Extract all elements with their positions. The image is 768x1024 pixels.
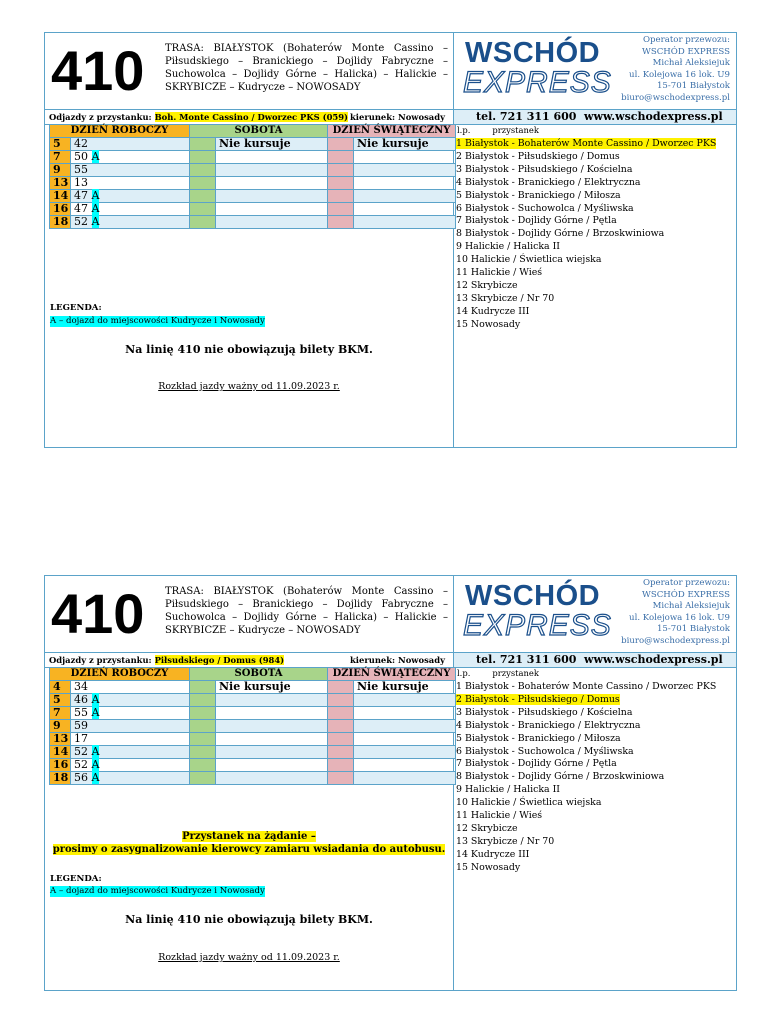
operator-name: WSCHÓD EXPRESS [642,589,730,600]
validity-text: Rozkład jazdy ważny od 11.09.2023 r. [158,952,340,963]
minute-value: 46 [74,693,88,706]
operator-street: ul. Kolejowa 16 lok. U9 [629,612,730,623]
holiday-hour-cell [328,151,354,164]
stop-list [456,138,716,332]
departures-from [49,111,348,123]
request-stop-line-2: prosimy o zasygnalizowanie kierowcy zamiaru wsiadania do autobusu. [52,844,446,855]
list-item [456,177,716,190]
holiday-minute-cell [354,707,456,720]
route-number: 410 [51,39,145,102]
holiday-hour-cell [328,733,354,746]
minute-cell [71,720,190,733]
operator-city: 15-701 Białystok [656,81,730,92]
list-item [456,836,716,849]
holiday-minute-cell [354,151,456,164]
timetable-grid [49,667,456,785]
saturday-hour-cell [190,138,216,151]
request-stop-notice [45,830,453,856]
stop-name: 11 Halickie / Wieś [456,810,543,822]
hour-cell: 16 [50,759,71,772]
list-item [456,810,716,823]
stop-name: 15 Nowosady [456,861,521,873]
holiday-minute-cell [354,772,456,785]
operator-person: Michał Aleksiejuk [652,58,730,69]
holiday-minute-cell [354,733,456,746]
footnote-a-mark: A [91,745,100,758]
stops-header-lp: l.p. [457,668,471,678]
holiday-minute-cell [354,177,456,190]
stop-name: 8 Białystok - Dojlidy Górne / Brzoskwiniowa [456,771,665,783]
departures-label: Odjazdy z przystanku: [49,112,152,122]
list-item [456,228,716,241]
hour-cell: 16 [50,203,71,216]
minute-value: 17 [74,732,88,745]
operator-label: Operator przewozu: [642,35,730,45]
list-item [456,164,716,177]
footnote-a-mark: A [91,189,100,202]
minute-value: 47 [74,202,88,215]
footnote-a-mark: A [91,202,100,215]
minute-value: 47 [74,189,88,202]
table-row [50,151,456,164]
operator-email[interactable]: biuro@wschodexpress.pl [621,92,730,103]
contact-bar [454,653,736,667]
logo-text-wschod: WSCHÓD [465,37,601,69]
list-item [456,293,716,306]
holiday-hour-cell [328,203,354,216]
stops-header [457,124,539,136]
table-row [50,681,456,694]
saturday-minute-cell [216,151,328,164]
stop-name: 3 Białystok - Piłsudskiego / Kościelna [456,706,633,718]
footnote-a-mark: A [91,693,100,706]
holiday-hour-cell [328,164,354,177]
list-item [456,849,716,862]
saturday-hour-cell [190,707,216,720]
stop-name: 9 Halickie / Halicka II [456,784,560,796]
holiday-minute-cell [354,216,456,229]
hour-cell: 9 [50,164,71,177]
saturday-minute-cell [216,746,328,759]
stop-list [456,681,716,875]
hour-cell: 18 [50,216,71,229]
saturday-minute-cell [216,759,328,772]
header-weekday: DZIEŃ ROBOCZY [50,668,190,681]
stop-name: 14 Kudrycze III [456,305,530,317]
website-link[interactable]: www.wschodexpress.pl [584,653,723,666]
list-item [456,151,716,164]
hour-cell: 13 [50,733,71,746]
list-item [456,720,716,733]
list-item [456,280,716,293]
legend-title: LEGENDA: [50,874,102,884]
table-row [50,216,456,229]
saturday-hour-cell [190,759,216,772]
minute-cell [71,681,190,694]
company-logo [463,37,612,106]
holiday-no-service: Nie kursuje [354,681,456,694]
table-row [50,177,456,190]
holiday-hour-cell [328,772,354,785]
holiday-minute-cell [354,164,456,177]
footnote-a-mark: A [91,215,100,228]
list-item [456,138,716,151]
saturday-no-service: Nie kursuje [216,681,328,694]
bkm-notice: Na linię 410 nie obowiązują bilety BKM. [125,913,373,926]
hour-cell: 7 [50,707,71,720]
holiday-minute-cell [354,746,456,759]
minute-cell [71,746,190,759]
stop-name: 10 Halickie / Świetlica wiejska [456,254,602,266]
list-item [456,267,716,280]
phone-number[interactable]: tel. 721 311 600 [476,110,577,123]
operator-person: Michał Aleksiejuk [652,601,730,612]
holiday-hour-cell [328,720,354,733]
website-link[interactable]: www.wschodexpress.pl [584,110,723,123]
saturday-minute-cell [216,216,328,229]
table-row [50,164,456,177]
hour-cell: 18 [50,772,71,785]
stop-name: 2 Białystok - Piłsudskiego / Domus [456,693,620,705]
phone-number[interactable]: tel. 721 311 600 [476,653,577,666]
holiday-minute-cell [354,720,456,733]
saturday-minute-cell [216,694,328,707]
validity-notice [45,952,453,963]
minute-cell [71,203,190,216]
saturday-hour-cell [190,216,216,229]
list-item [456,681,716,694]
table-row [50,707,456,720]
list-item [456,771,716,784]
holiday-minute-cell [354,694,456,707]
minute-cell [71,138,190,151]
validity-text: Rozkład jazdy ważny od 11.09.2023 r. [158,381,340,392]
hour-cell: 4 [50,681,71,694]
minute-value: 13 [74,176,88,189]
direction: kierunek: Nowosady [350,112,445,122]
route-number: 410 [51,582,145,645]
stop-name: 6 Białystok - Suchowolca / Myśliwska [456,202,634,214]
minute-cell [71,190,190,203]
stop-name: 7 Białystok - Dojlidy Górne / Pętla [456,215,617,227]
departures-label: Odjazdy z przystanku: [49,655,152,665]
contact-bar [454,110,736,124]
footnote-a-mark: A [91,771,100,784]
holiday-hour-cell [328,190,354,203]
saturday-minute-cell [216,707,328,720]
holiday-hour-cell [328,216,354,229]
minute-value: 34 [74,680,88,693]
minute-cell [71,707,190,720]
saturday-minute-cell [216,772,328,785]
footnote-a-mark: A [91,150,100,163]
hour-cell: 14 [50,746,71,759]
saturday-minute-cell [216,720,328,733]
company-logo [463,580,612,649]
stop-name: 15 Nowosady [456,318,521,330]
header-saturday: SOBOTA [190,125,328,138]
hour-cell: 7 [50,151,71,164]
stop-name: 1 Białystok - Bohaterów Monte Cassino / Dworzec PKS [456,138,717,149]
list-item [456,215,716,228]
list-item [456,190,716,203]
header-holiday: DZIEŃ ŚWIĄTECZNY [328,125,456,138]
saturday-no-service: Nie kursuje [216,138,328,151]
legend-text: A – dojazd do miejscowości Kudrycze i Nowosady [50,316,265,326]
saturday-hour-cell [190,733,216,746]
operator-info [600,578,730,648]
holiday-minute-cell [354,190,456,203]
minute-value: 52 [74,758,88,771]
table-row [50,694,456,707]
stop-name: 10 Halickie / Świetlica wiejska [456,797,602,809]
table-row [50,746,456,759]
table-row [50,759,456,772]
list-item [456,823,716,836]
stop-name: 12 Skrybicze [456,279,518,291]
legend-title: LEGENDA: [50,303,102,313]
saturday-minute-cell [216,177,328,190]
holiday-hour-cell [328,177,354,190]
list-item [456,241,716,254]
stop-name: 6 Białystok - Suchowolca / Myśliwska [456,745,634,757]
list-item [456,746,716,759]
stop-name: 4 Białystok - Branickiego / Elektryczna [456,176,641,188]
operator-city: 15-701 Białystok [656,624,730,635]
stop-name: 5 Białystok - Branickiego / Miłosza [456,189,621,201]
saturday-hour-cell [190,746,216,759]
stop-name: 13 Skrybicze / Nr 70 [456,292,555,304]
saturday-hour-cell [190,177,216,190]
minute-value: 50 [74,150,88,163]
minute-cell [71,694,190,707]
saturday-hour-cell [190,190,216,203]
header-weekday: DZIEŃ ROBOCZY [50,125,190,138]
holiday-minute-cell [354,759,456,772]
stop-name: 13 Skrybicze / Nr 70 [456,835,555,847]
departure-info-row [45,652,736,668]
logo-text-express: EXPRESS [463,66,612,99]
stop-name: 8 Białystok - Dojlidy Górne / Brzoskwiniowa [456,228,665,240]
route-description: TRASA: BIAŁYSTOK (Bohaterów Monte Cassino – Piłsudskiego – Branickiego – Dojlidy Fabryczne – Suchowolca – Dojlidy Górne – Halicka) – Halickie – SKRYBICZE – Kudrycze – NOWOSADY [165,586,448,636]
route-description: TRASA: BIAŁYSTOK (Bohaterów Monte Cassino – Piłsudskiego – Branickiego – Dojlidy Fabryczne – Suchowolca – Dojlidy Górne – Halicka) – Halickie – SKRYBICZE – Kudrycze – NOWOSADY [165,43,448,93]
minute-value: 52 [74,745,88,758]
operator-label: Operator przewozu: [642,578,730,588]
table-row [50,190,456,203]
holiday-hour-cell [328,681,354,694]
operator-name: WSCHÓD EXPRESS [642,46,730,57]
footnote-a-mark: A [91,706,100,719]
direction: kierunek: Nowosady [350,655,445,665]
list-item [456,784,716,797]
saturday-hour-cell [190,694,216,707]
stop-name: 5 Białystok - Branickiego / Miłosza [456,732,621,744]
minute-value: 55 [74,163,88,176]
legend-text: A – dojazd do miejscowości Kudrycze i Nowosady [50,886,265,896]
list-item [456,694,716,707]
stop-name: 14 Kudrycze III [456,848,530,860]
bkm-notice: Na linię 410 nie obowiązują bilety BKM. [125,343,373,356]
stop-name: 12 Skrybicze [456,822,518,834]
stops-header-stop: przystanek [492,125,539,135]
minute-cell [71,164,190,177]
stop-name: 3 Białystok - Piłsudskiego / Kościelna [456,163,633,175]
saturday-minute-cell [216,190,328,203]
list-item [456,758,716,771]
hour-cell: 5 [50,694,71,707]
hour-cell: 5 [50,138,71,151]
current-stop-name: Boh. Monte Cassino / Dworzec PKS (059) [154,112,349,122]
minute-cell [71,151,190,164]
saturday-hour-cell [190,203,216,216]
departure-info-row [45,109,736,125]
timetable-card-2 [44,575,737,991]
hour-cell: 9 [50,720,71,733]
holiday-no-service: Nie kursuje [354,138,456,151]
request-stop-line-1: Przystanek na żądanie – [182,831,316,842]
table-row [50,138,456,151]
minute-cell [71,733,190,746]
holiday-hour-cell [328,759,354,772]
validity-notice [45,381,453,392]
minute-value: 52 [74,215,88,228]
list-item [456,203,716,216]
departures-from [49,654,284,666]
hour-cell: 13 [50,177,71,190]
minute-value: 42 [74,137,88,150]
list-item [456,707,716,720]
holiday-hour-cell [328,707,354,720]
timetable-grid [49,124,456,229]
stop-name: 1 Białystok - Bohaterów Monte Cassino / Dworzec PKS [456,681,717,692]
logo-text-wschod: WSCHÓD [465,580,601,612]
saturday-hour-cell [190,772,216,785]
table-row [50,772,456,785]
stops-header [457,667,539,679]
holiday-hour-cell [328,138,354,151]
saturday-hour-cell [190,164,216,177]
hour-cell: 14 [50,190,71,203]
list-item [456,319,716,332]
list-item [456,306,716,319]
holiday-hour-cell [328,746,354,759]
list-item [456,254,716,267]
card-header [45,33,736,109]
minute-value: 55 [74,706,88,719]
saturday-minute-cell [216,733,328,746]
holiday-minute-cell [354,203,456,216]
minute-cell [71,177,190,190]
stop-name: 9 Halickie / Halicka II [456,241,560,253]
stops-header-stop: przystanek [492,668,539,678]
stops-header-lp: l.p. [457,125,471,135]
list-item [456,862,716,875]
operator-email[interactable]: biuro@wschodexpress.pl [621,635,730,646]
operator-info [600,35,730,105]
timetable-card-1 [44,32,737,448]
stop-name: 2 Białystok - Piłsudskiego / Domus [456,150,620,162]
current-stop-name: Piłsudskiego / Domus (984) [154,655,285,665]
stop-name: 7 Białystok - Dojlidy Górne / Pętla [456,758,617,770]
list-item [456,733,716,746]
table-row [50,733,456,746]
operator-street: ul. Kolejowa 16 lok. U9 [629,69,730,80]
logo-text-express: EXPRESS [463,609,612,642]
table-row [50,720,456,733]
footnote-a-mark: A [91,758,100,771]
list-item [456,797,716,810]
saturday-minute-cell [216,164,328,177]
saturday-minute-cell [216,203,328,216]
header-holiday: DZIEŃ ŚWIĄTECZNY [328,668,456,681]
table-row [50,203,456,216]
holiday-hour-cell [328,694,354,707]
saturday-hour-cell [190,681,216,694]
header-saturday: SOBOTA [190,668,328,681]
stop-name: 11 Halickie / Wieś [456,267,543,279]
saturday-hour-cell [190,151,216,164]
minute-value: 59 [74,719,88,732]
saturday-hour-cell [190,720,216,733]
card-header [45,576,736,652]
stop-name: 4 Białystok - Branickiego / Elektryczna [456,719,641,731]
minute-cell [71,772,190,785]
minute-cell [71,759,190,772]
minute-cell [71,216,190,229]
minute-value: 56 [74,771,88,784]
